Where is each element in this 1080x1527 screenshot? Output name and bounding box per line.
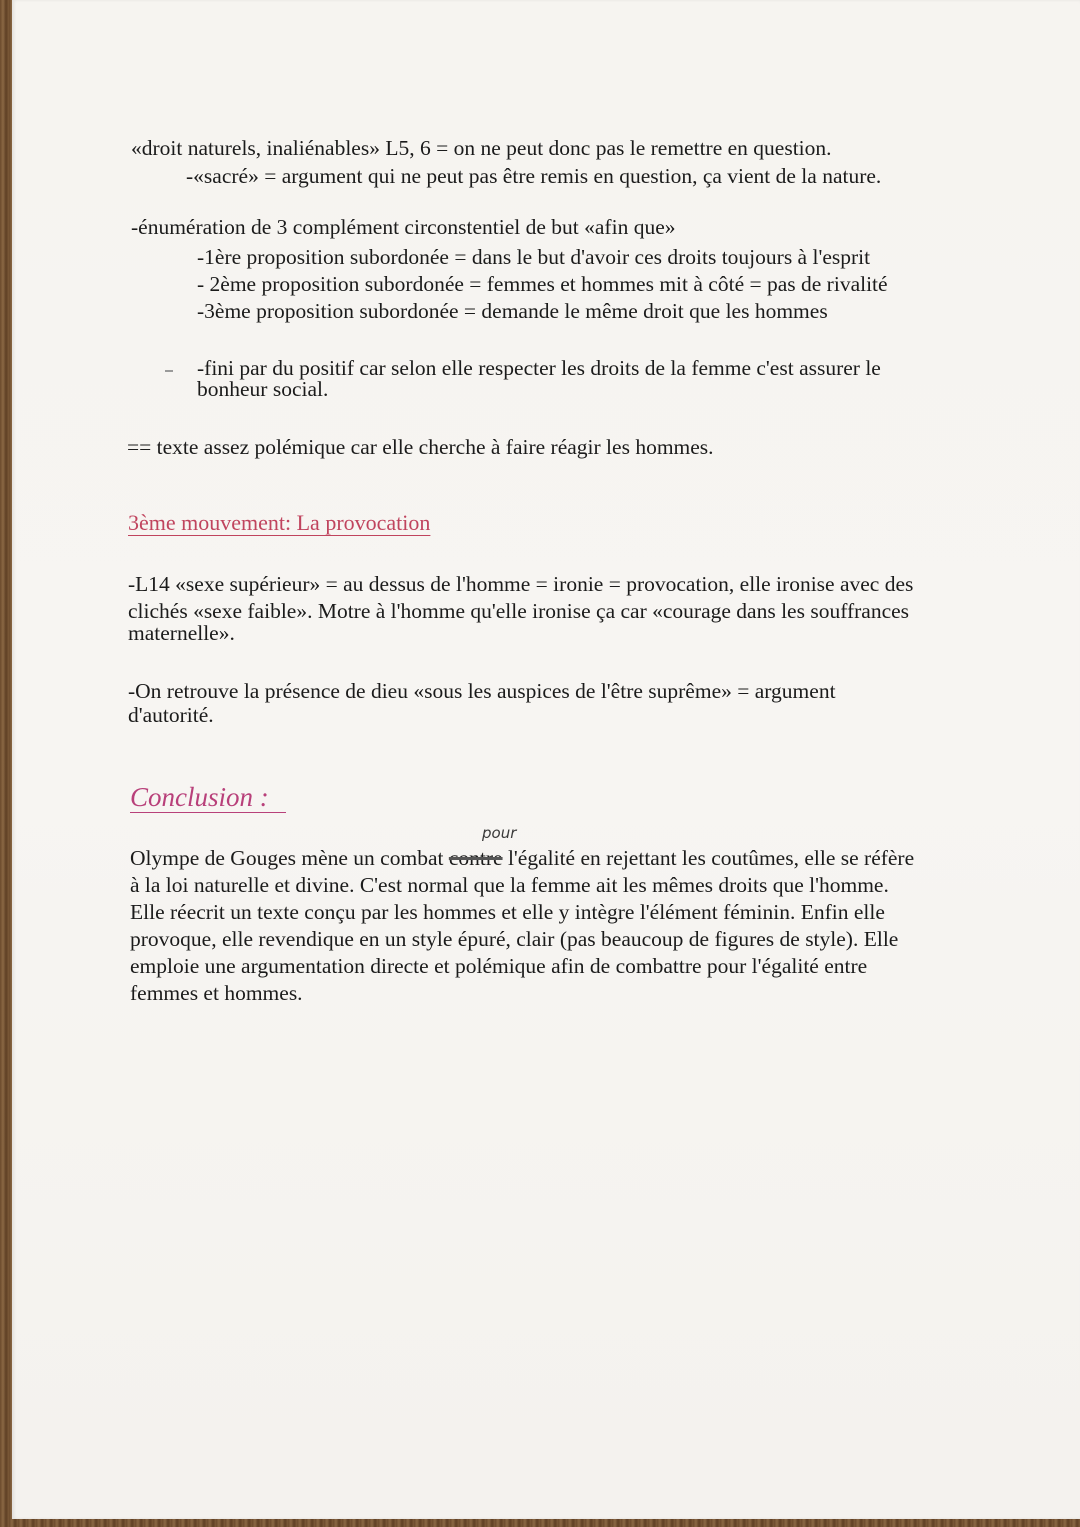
margin-dash-mark	[165, 370, 173, 372]
struck-word: contre	[448, 846, 503, 870]
text-enumeration: -énumération de 3 complément circonstentiel de but «afin que»	[131, 215, 676, 239]
text-conclusion-line4: provoque, elle revendique en un style épuré, clair (pas beaucoup de figures de style). Elle	[130, 927, 899, 951]
text-conclusion-line5: emploie une argumentation directe et polémique afin de combattre pour l'égalité entre	[130, 954, 868, 978]
text-fini-line1: -fini par du positif car selon elle respecter les droits de la femme c'est assurer le	[197, 356, 881, 380]
text-fini-line2: bonheur social.	[197, 377, 329, 401]
text-subordonee-2: - 2ème proposition subordonée = femmes et hommes mit à côté = pas de rivalité	[197, 272, 888, 296]
text-conclusion-line2: à la loi naturelle et divine. C'est normal que la femme ait les mêmes droits que l'homme.	[130, 873, 889, 897]
text-polemique: == texte assez polémique car elle cherche à faire réagir les hommes.	[127, 435, 714, 459]
text-dieu-line1: -On retrouve la présence de dieu «sous les auspices de l'être suprême» = argument	[128, 679, 836, 703]
text-subordonee-3: -3ème proposition subordonée = demande le même droit que les hommes	[197, 299, 828, 323]
handwritten-correction: pour	[482, 824, 517, 842]
conclusion-underline	[130, 812, 286, 813]
text-conclusion-line1	[130, 845, 914, 872]
conclusion-line1-start: Olympe de Gouges mène un combat	[130, 846, 449, 870]
text-l14-line1: -L14 «sexe supérieur» = au dessus de l'homme = ironie = provocation, elle ironise avec des	[128, 572, 914, 596]
text-conclusion-line6: femmes et hommes.	[130, 981, 303, 1005]
text-sacre: -«sacré» = argument qui ne peut pas être remis en question, ça vient de la nature.	[186, 164, 882, 188]
text-droit-naturels: «droit naturels, inaliénables» L5, 6 = on ne peut donc pas le remettre en question.	[131, 136, 832, 160]
text-l14-line3: maternelle».	[128, 621, 235, 645]
text-dieu-line2: d'autorité.	[128, 703, 214, 727]
heading-3eme-mouvement: 3ème mouvement: La provocation	[128, 510, 431, 535]
text-conclusion-line3: Elle réecrit un texte conçu par les hommes et elle y intègre l'élément féminin. Enfin elle	[130, 900, 885, 924]
heading-conclusion: Conclusion :	[130, 782, 269, 812]
text-l14-line2: clichés «sexe faible». Motre à l'homme qu'elle ironise ça car «courage dans les souffrances	[128, 599, 910, 623]
text-subordonee-1: -1ère proposition subordonée = dans le but d'avoir ces droits toujours à l'esprit	[197, 245, 871, 269]
conclusion-line1-end: l'égalité en rejettant les coutûmes, elle se réfère	[502, 846, 915, 870]
